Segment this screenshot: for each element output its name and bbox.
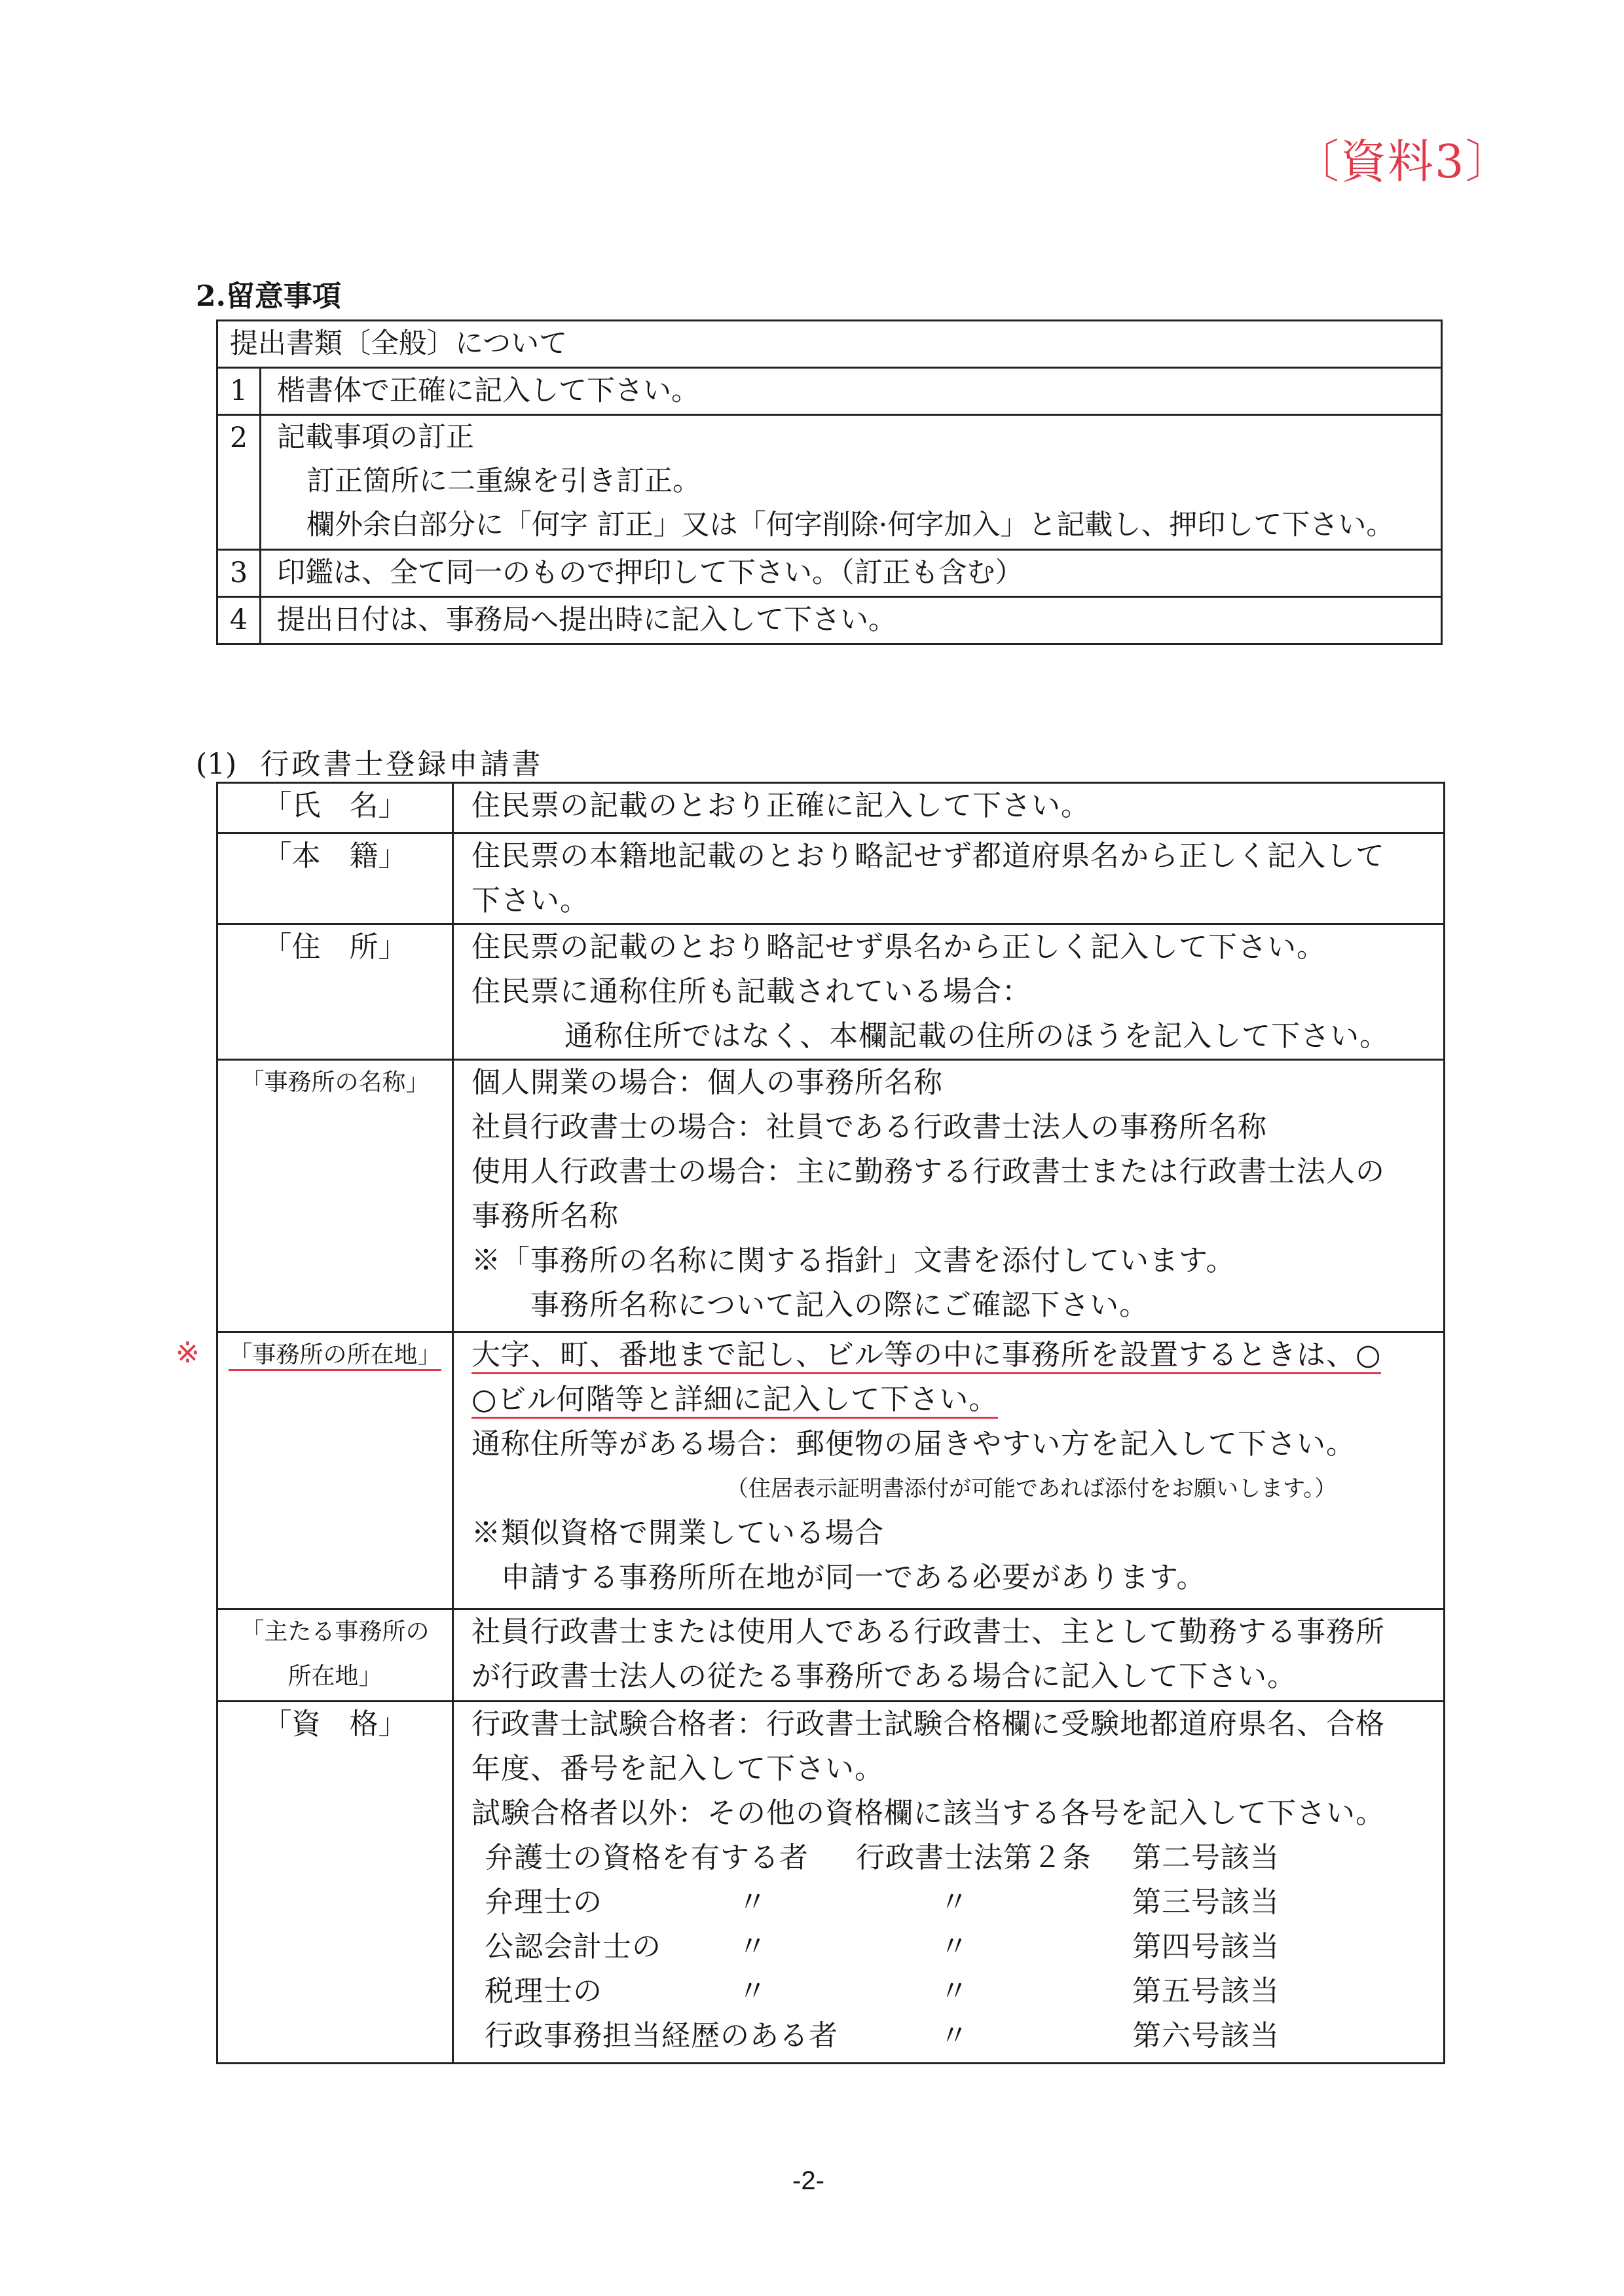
field-row-office-location (218, 1331, 1443, 1608)
field-row-name (218, 784, 1443, 832)
qualification-law: 行政書士法第２条 (856, 1841, 1092, 1874)
qualification-item: 第四号該当 (1132, 1930, 1280, 1963)
qualification-holder: 公認会計士の (485, 1930, 661, 1963)
note-line: 記載事項の訂正 (277, 421, 474, 454)
field-instructions (454, 784, 1443, 832)
field-row-address (218, 923, 1443, 1059)
qualification-item: 第五号該当 (1132, 1975, 1280, 2008)
instruction-line: 社員行政書士または使用人である行政書士、主として勤務する事務所 (471, 1615, 1385, 1649)
application-table (216, 782, 1445, 2064)
instruction-line: 通称住所等がある場合：郵便物の届きやすい方を記入して下さい。 (471, 1427, 1356, 1461)
instruction-line: 試験合格者以外：その他の資格欄に該当する各号を記入して下さい。 (471, 1796, 1385, 1830)
ditto-mark: 〃 (940, 1886, 969, 1919)
note-number: 2 (218, 416, 261, 549)
red-attention-mark: ※ (175, 1336, 200, 1370)
field-label-cell (218, 1610, 454, 1700)
field-instructions (454, 1610, 1443, 1700)
note-line: 楷書体で正確に記入して下さい。 (277, 374, 699, 407)
ditto-mark: 〃 (940, 1930, 969, 1963)
underlined-instruction: ○ビル何階等と詳細に記入して下さい。 (471, 1383, 998, 1419)
qualification-holder: 行政事務担当経歴のある者 (485, 2019, 838, 2052)
notes-heading: 2.留意事項 (196, 280, 341, 313)
field-label: 「事務所の所在地」 (229, 1341, 441, 1371)
field-label: 「資 格」 (218, 1702, 454, 2062)
field-instructions (454, 1702, 1443, 2062)
field-instructions (454, 925, 1443, 1059)
field-row-domicile (218, 832, 1443, 923)
note-line: 印鑑は、全て同一のもので押印して下さい。（訂正も含む） (277, 556, 1024, 589)
instruction-line (471, 1377, 1443, 1422)
ditto-mark: 〃 (738, 1975, 767, 2008)
field-label: 「主たる事務所の (240, 1618, 430, 1645)
instruction-line: 下さい。 (471, 884, 589, 917)
note-row (218, 414, 1441, 549)
instruction-line: 年度、番号を記入して下さい。 (471, 1752, 884, 1785)
instruction-line: 行政書士試験合格者：行政書士試験合格欄に受験地都道府県名、合格 (471, 1707, 1385, 1741)
instruction-line: 申請する事務所所在地が同一である必要があります。 (501, 1561, 1206, 1594)
note-row (218, 596, 1441, 643)
instruction-line: 住民票の記載のとおり略記せず県名から正しく記入して下さい。 (471, 930, 1326, 964)
document-reference-stamp: 〔資料3〕 (1293, 135, 1513, 189)
instruction-line: 使用人行政書士の場合：主に勤務する行政書士または行政書士法人の (471, 1155, 1385, 1188)
field-row-main-office-location (218, 1608, 1443, 1700)
ditto-mark: 〃 (940, 1975, 969, 2008)
note-text (261, 551, 1441, 596)
note-row (218, 549, 1441, 596)
underlined-instruction: 大字、町、番地まで記し、ビル等の中に事務所を設置するときは、○ (471, 1338, 1381, 1374)
field-row-office-name (218, 1059, 1443, 1331)
instruction-line: 住民票に通称住所も記載されている場合： (471, 975, 1031, 1008)
general-notes-table (216, 319, 1443, 645)
application-heading-title: 行政書士登録申請書 (260, 748, 544, 781)
note-line: 提出日付は、事務局へ提出時に記入して下さい。 (277, 604, 896, 636)
instruction-line (471, 1333, 1443, 1377)
application-heading-number: (1) (196, 748, 237, 781)
page-number: -2- (792, 2166, 824, 2195)
note-text (261, 416, 1441, 549)
general-notes-header-row (218, 321, 1441, 367)
field-label: 「氏 名」 (218, 784, 454, 832)
instruction-line: 個人開業の場合：個人の事務所名称 (471, 1066, 943, 1099)
ditto-mark: 〃 (940, 2019, 969, 2052)
note-text (261, 369, 1441, 414)
qualification-item: 第二号該当 (1132, 1841, 1280, 1874)
general-notes-header: 提出書類〔全般〕について (230, 327, 568, 360)
note-line: 欄外余白部分に「何字 訂正」又は「何字削除·何字加入」と記載し、押印して下さい。 (306, 509, 1395, 541)
instruction-line: 通称住所ではなく、本欄記載の住所のほうを記入して下さい。 (564, 1019, 1390, 1053)
qualification-line (471, 2014, 1443, 2058)
instruction-line: 住民票の記載のとおり正確に記入して下さい。 (471, 789, 1090, 822)
field-label-cell (218, 1333, 454, 1608)
qualification-line (471, 1836, 1443, 1880)
field-instructions (454, 1061, 1443, 1331)
qualification-item: 第六号該当 (1132, 2019, 1280, 2052)
qualification-line (471, 1969, 1443, 2014)
field-instructions (454, 834, 1443, 923)
field-label: 所在地」 (287, 1663, 382, 1690)
note-row (218, 367, 1441, 414)
instruction-line: が行政書士法人の従たる事務所である場合に記入して下さい。 (471, 1660, 1297, 1693)
field-label: 「住 所」 (218, 925, 454, 1059)
ditto-mark: 〃 (738, 1886, 767, 1919)
qualification-line (471, 1880, 1443, 1925)
instruction-line: 事務所名称について記入の際にご確認下さい。 (530, 1288, 1149, 1322)
instruction-line: 事務所名称 (471, 1199, 619, 1233)
instruction-line: 社員行政書士の場合：社員である行政書士法人の事務所名称 (471, 1110, 1267, 1144)
field-instructions (454, 1333, 1443, 1608)
note-number: 1 (218, 369, 261, 414)
field-label: 「事務所の名称」 (218, 1061, 454, 1331)
field-label: 「本 籍」 (218, 834, 454, 923)
note-number: 4 (218, 598, 261, 643)
field-row-qualification (218, 1700, 1443, 2062)
qualification-holder: 弁護士の資格を有する者 (485, 1841, 809, 1874)
instruction-line: ※類似資格で開業している場合 (471, 1516, 884, 1550)
qualification-holder: 税理士の (485, 1975, 602, 2008)
note-line: 訂正箇所に二重線を引き訂正。 (306, 465, 701, 498)
instruction-line: ※「事務所の名称に関する指針」文書を添付しています。 (471, 1244, 1236, 1277)
application-heading (196, 746, 543, 783)
note-text (261, 598, 1441, 643)
note-number: 3 (218, 551, 261, 596)
qualification-item: 第三号該当 (1132, 1886, 1280, 1919)
qualification-line (471, 1925, 1443, 1969)
qualification-holder: 弁理士の (485, 1886, 602, 1919)
instruction-note: （住居表示証明書添付が可能であれば添付をお願いします。） (726, 1476, 1337, 1502)
instruction-line: 住民票の本籍地記載のとおり略記せず都道府県名から正しく記入して (471, 839, 1385, 873)
ditto-mark: 〃 (738, 1930, 767, 1963)
